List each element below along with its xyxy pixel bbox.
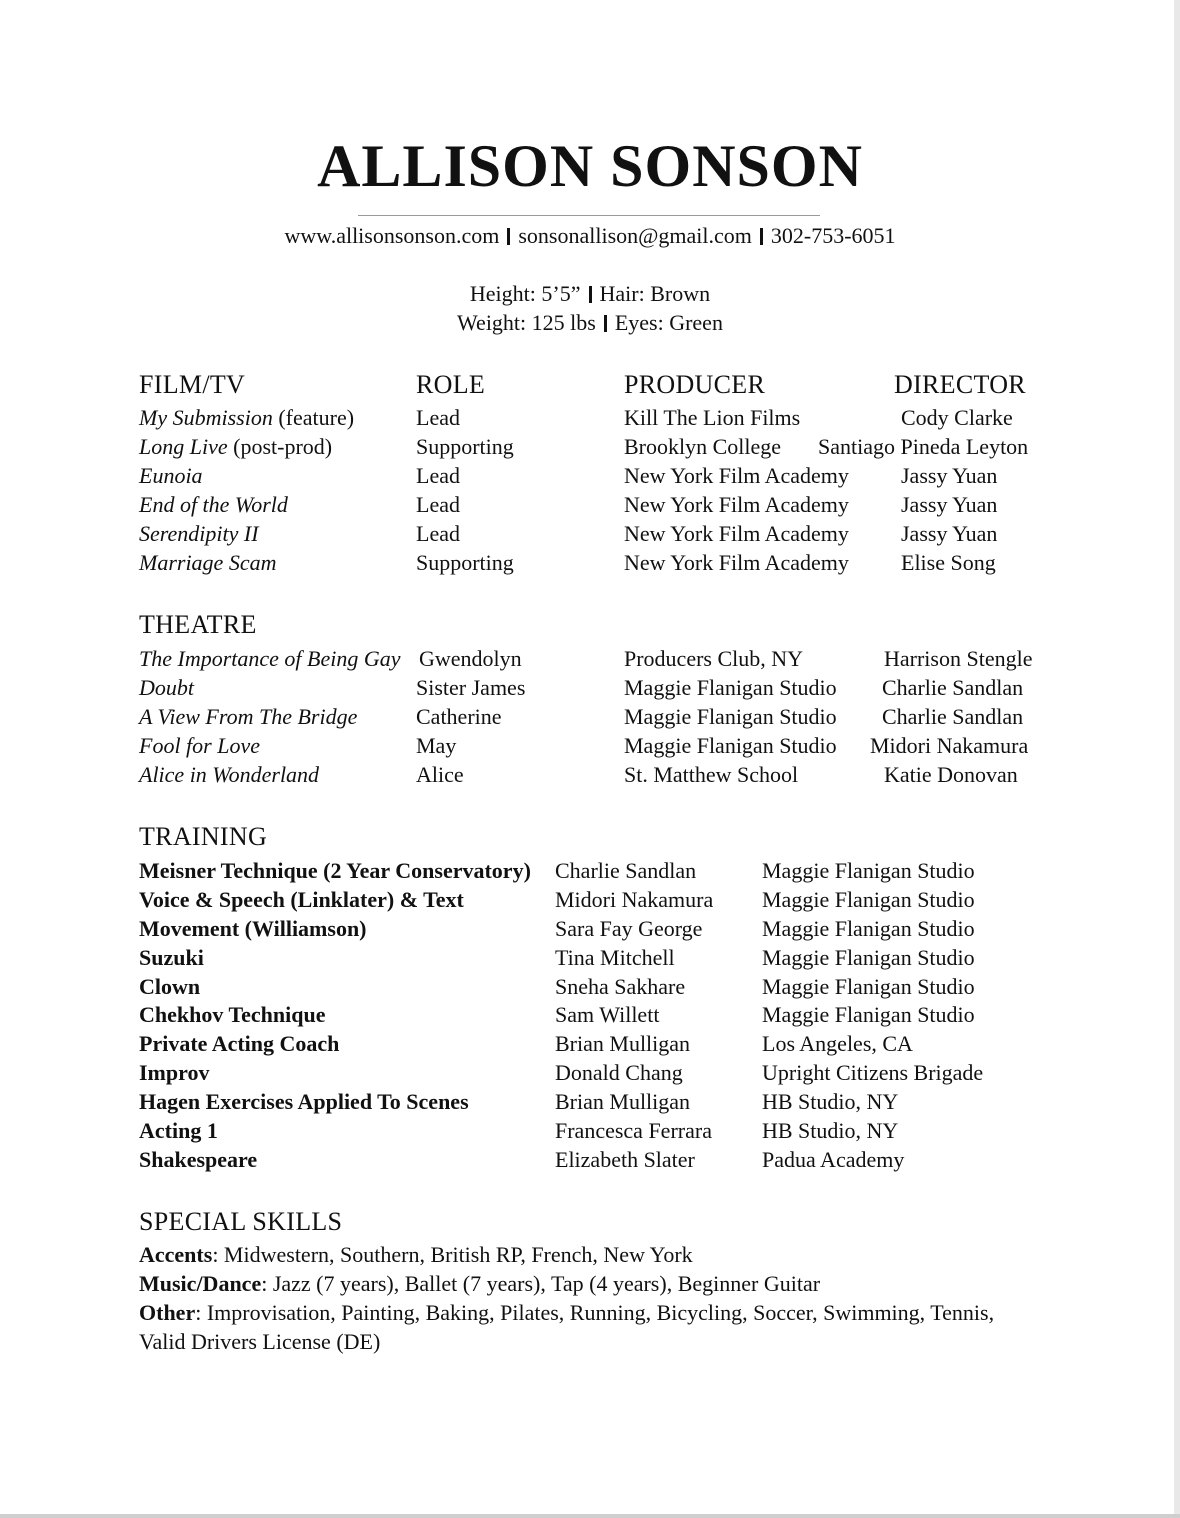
film-producer: Kill The Lion Films xyxy=(624,405,801,430)
theatre-title: A View From The Bridge xyxy=(139,704,358,729)
music-label: Music/Dance xyxy=(139,1271,262,1296)
skills-other-continued: Valid Drivers License (DE) xyxy=(139,1329,381,1354)
skills-heading: SPECIAL SKILLS xyxy=(139,1207,343,1236)
training-course: Voice & Speech (Linklater) & Text xyxy=(139,887,464,912)
theatre-row xyxy=(0,760,1180,789)
header-divider xyxy=(358,215,820,216)
training-row xyxy=(0,856,1180,885)
separator xyxy=(589,286,592,303)
training-row xyxy=(0,1145,1180,1174)
training-school: Upright Citizens Brigade xyxy=(762,1060,984,1085)
film-producer: New York Film Academy xyxy=(624,463,849,488)
training-course: Acting 1 xyxy=(139,1118,218,1143)
film-title: End of the World xyxy=(139,492,288,517)
film-producer: Brooklyn College xyxy=(624,434,782,459)
accents-label: Accents xyxy=(139,1242,213,1267)
film-director: Jassy Yuan xyxy=(901,492,998,517)
training-school: Maggie Flanigan Studio xyxy=(762,974,975,999)
theatre-role: Alice xyxy=(416,762,464,787)
theatre-producer: Maggie Flanigan Studio xyxy=(624,733,837,758)
training-row xyxy=(0,885,1180,914)
website-link[interactable]: www.allisonsonson.com xyxy=(284,223,500,248)
training-school: Maggie Flanigan Studio xyxy=(762,887,975,912)
film-director: Jassy Yuan xyxy=(901,521,998,546)
skills-music xyxy=(139,1269,1059,1298)
resume-name: ALLISON SONSON xyxy=(317,133,863,199)
training-teacher: Charlie Sandlan xyxy=(555,858,697,883)
training-teacher: Tina Mitchell xyxy=(555,945,675,970)
training-teacher: Midori Nakamura xyxy=(555,887,714,912)
contact-line xyxy=(0,222,1180,250)
phone-number: 302-753-6051 xyxy=(770,223,896,248)
height-stat: Height: 5’5” xyxy=(469,281,581,306)
training-row xyxy=(0,1058,1180,1087)
training-school: HB Studio, NY xyxy=(762,1089,899,1114)
stats-line-1 xyxy=(0,280,1180,308)
separator xyxy=(604,315,607,332)
film-row xyxy=(0,432,1180,461)
training-teacher: Donald Chang xyxy=(555,1060,683,1085)
skills-other xyxy=(139,1298,1059,1327)
eyes-stat: Eyes: Green xyxy=(614,310,723,335)
film-title-cell xyxy=(139,432,332,461)
page-bottom-edge xyxy=(0,1514,1180,1518)
theatre-row xyxy=(0,644,1180,673)
training-row xyxy=(0,1029,1180,1058)
training-course: Shakespeare xyxy=(139,1147,258,1172)
film-title: Eunoia xyxy=(139,463,203,488)
film-role: Lead xyxy=(416,521,460,546)
theatre-row xyxy=(0,673,1180,702)
theatre-director: Harrison Stengle xyxy=(884,646,1033,671)
film-row xyxy=(0,490,1180,519)
theatre-row xyxy=(0,702,1180,731)
training-school: Maggie Flanigan Studio xyxy=(762,858,975,883)
training-row xyxy=(0,972,1180,1001)
film-role: Supporting xyxy=(416,434,514,459)
theatre-heading: THEATRE xyxy=(139,610,257,639)
film-producer: New York Film Academy xyxy=(624,521,849,546)
separator xyxy=(760,228,763,245)
film-director: Santiago Pineda Leyton xyxy=(818,434,1029,459)
training-course: Clown xyxy=(139,974,201,999)
film-title: Long Live xyxy=(139,434,228,459)
skills-list xyxy=(139,1240,1059,1356)
film-role: Lead xyxy=(416,405,460,430)
training-school: Maggie Flanigan Studio xyxy=(762,916,975,941)
theatre-role: Gwendolyn xyxy=(419,646,522,671)
theatre-title: The Importance of Being Gay xyxy=(139,646,401,671)
training-teacher: Sneha Sakhare xyxy=(555,974,686,999)
training-row xyxy=(0,943,1180,972)
training-teacher: Brian Mulligan xyxy=(555,1089,691,1114)
training-course: Private Acting Coach xyxy=(139,1031,340,1056)
training-heading: TRAINING xyxy=(139,822,268,851)
film-heading: FILM/TV xyxy=(139,370,246,399)
accents-text: : Midwestern, Southern, British RP, French, New York xyxy=(212,1242,693,1267)
film-role: Lead xyxy=(416,492,460,517)
theatre-director: Charlie Sandlan xyxy=(882,675,1024,700)
training-row xyxy=(0,1116,1180,1145)
film-director: Jassy Yuan xyxy=(901,463,998,488)
theatre-row xyxy=(0,731,1180,760)
film-title: My Submission xyxy=(139,405,273,430)
director-heading: DIRECTOR xyxy=(894,370,1026,399)
training-course: Improv xyxy=(139,1060,210,1085)
film-row xyxy=(0,403,1180,432)
training-teacher: Francesca Ferrara xyxy=(555,1118,712,1143)
weight-stat: Weight: 125 lbs xyxy=(457,310,596,335)
training-school: HB Studio, NY xyxy=(762,1118,899,1143)
film-director: Cody Clarke xyxy=(901,405,1013,430)
training-course: Chekhov Technique xyxy=(139,1002,326,1027)
training-teacher: Sara Fay George xyxy=(555,916,703,941)
theatre-director: Midori Nakamura xyxy=(870,733,1029,758)
theatre-title: Doubt xyxy=(139,675,194,700)
training-row xyxy=(0,1000,1180,1029)
other-text: : Improvisation, Painting, Baking, Pilates, Running, Bicycling, Soccer, Swimming, Tennis, xyxy=(195,1300,995,1325)
training-school: Maggie Flanigan Studio xyxy=(762,945,975,970)
theatre-director: Charlie Sandlan xyxy=(882,704,1024,729)
training-school: Maggie Flanigan Studio xyxy=(762,1002,975,1027)
film-note: (feature) xyxy=(272,405,355,430)
theatre-director: Katie Donovan xyxy=(884,762,1018,787)
training-course: Hagen Exercises Applied To Scenes xyxy=(139,1089,469,1114)
role-heading: ROLE xyxy=(416,370,486,399)
theatre-producer: Producers Club, NY xyxy=(624,646,804,671)
training-course: Suzuki xyxy=(139,945,204,970)
theatre-role: Sister James xyxy=(416,675,526,700)
training-school: Padua Academy xyxy=(762,1147,905,1172)
theatre-role: Catherine xyxy=(416,704,502,729)
training-teacher: Brian Mulligan xyxy=(555,1031,691,1056)
film-role: Supporting xyxy=(416,550,514,575)
training-row xyxy=(0,914,1180,943)
training-course: Movement (Williamson) xyxy=(139,916,367,941)
training-course: Meisner Technique (2 Year Conservatory) xyxy=(139,858,531,883)
film-title-cell xyxy=(139,403,354,432)
film-note: (post-prod) xyxy=(227,434,333,459)
theatre-producer: Maggie Flanigan Studio xyxy=(624,675,837,700)
theatre-producer: Maggie Flanigan Studio xyxy=(624,704,837,729)
theatre-title: Alice in Wonderland xyxy=(139,762,320,787)
film-director: Elise Song xyxy=(901,550,996,575)
music-text: : Jazz (7 years), Ballet (7 years), Tap (4 years), Beginner Guitar xyxy=(261,1271,821,1296)
training-teacher: Sam Willett xyxy=(555,1002,660,1027)
training-school: Los Angeles, CA xyxy=(762,1031,913,1056)
film-row xyxy=(0,461,1180,490)
film-role: Lead xyxy=(416,463,460,488)
film-producer: New York Film Academy xyxy=(624,492,849,517)
stats-line-2 xyxy=(0,309,1180,337)
theatre-producer: St. Matthew School xyxy=(624,762,799,787)
film-producer: New York Film Academy xyxy=(624,550,849,575)
theatre-role: May xyxy=(416,733,457,758)
skills-accents xyxy=(139,1240,1059,1269)
other-label: Other xyxy=(139,1300,196,1325)
separator xyxy=(507,228,510,245)
film-title: Marriage Scam xyxy=(139,550,277,575)
producer-heading: PRODUCER xyxy=(624,370,766,399)
film-title: Serendipity II xyxy=(139,521,259,546)
email-link[interactable]: sonsonallison@gmail.com xyxy=(518,223,752,248)
film-row xyxy=(0,519,1180,548)
training-teacher: Elizabeth Slater xyxy=(555,1147,695,1172)
film-row xyxy=(0,548,1180,577)
training-row xyxy=(0,1087,1180,1116)
theatre-title: Fool for Love xyxy=(139,733,260,758)
hair-stat: Hair: Brown xyxy=(599,281,711,306)
